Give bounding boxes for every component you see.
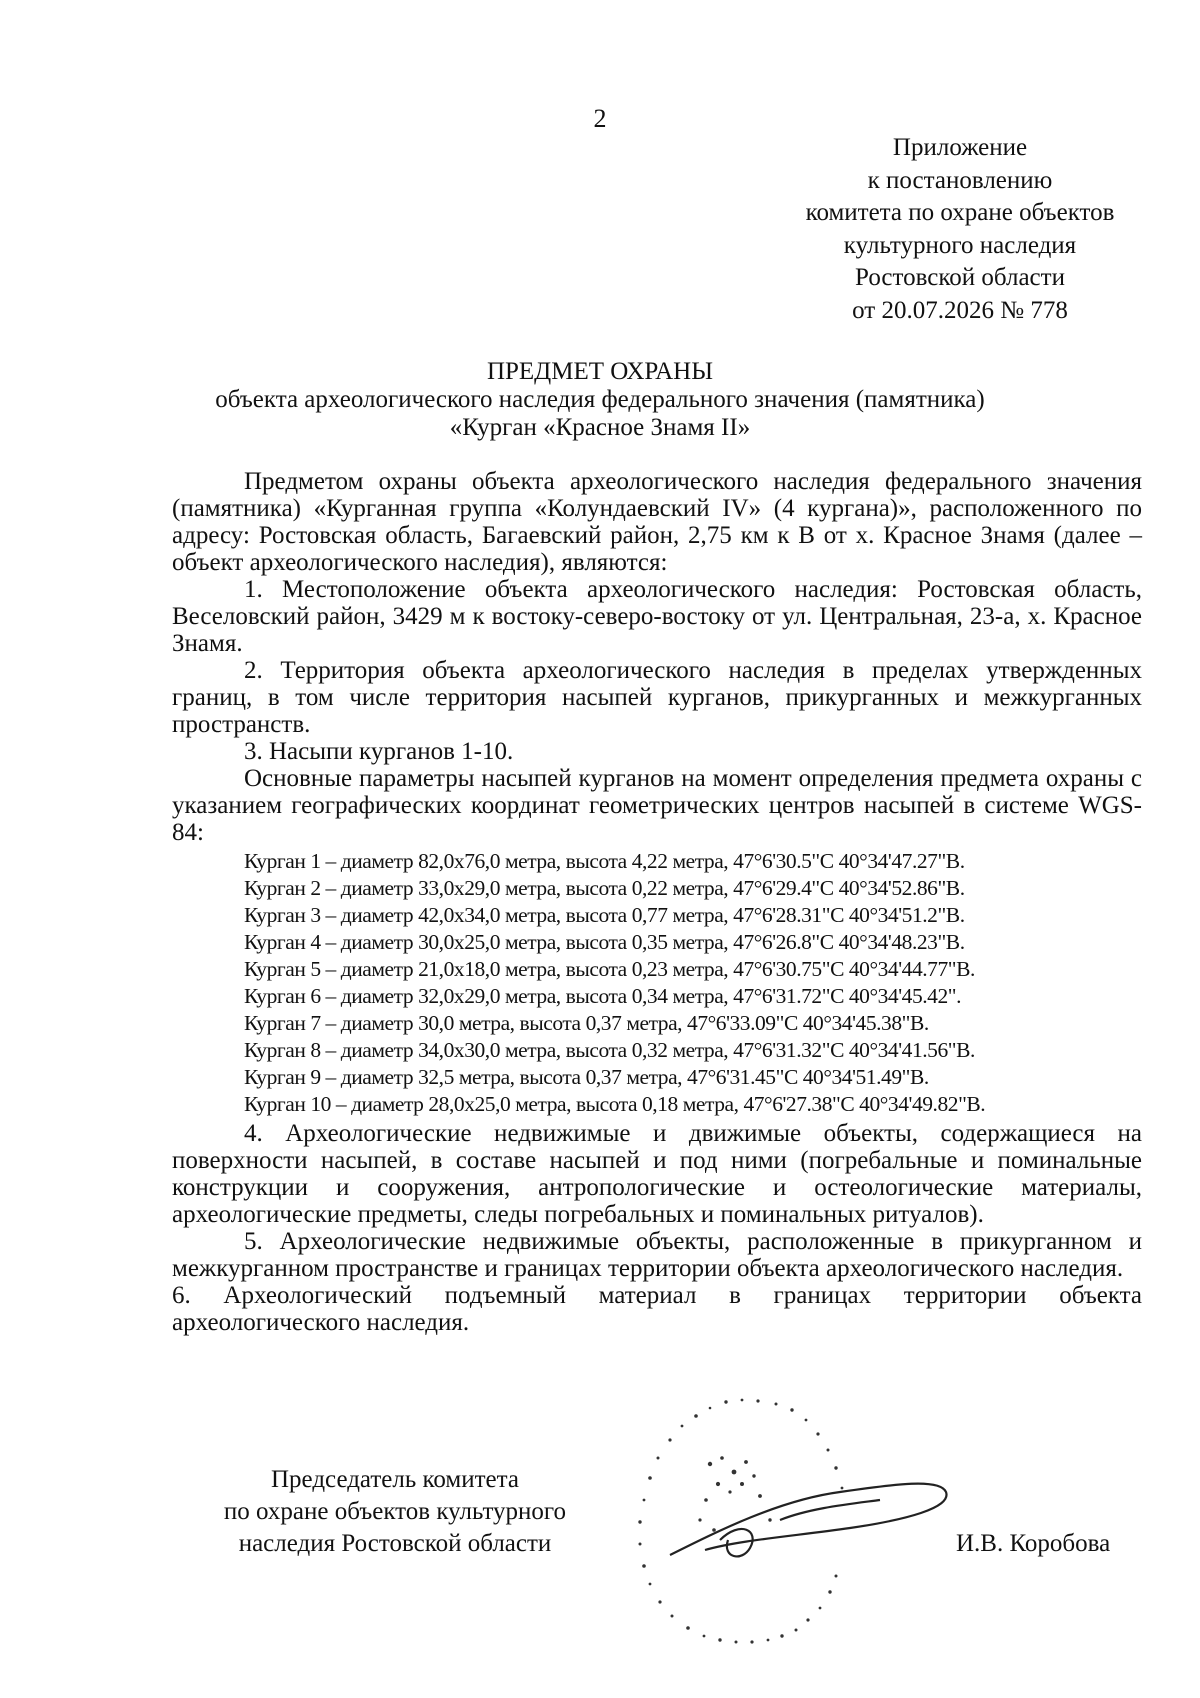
kurgan-list bbox=[244, 848, 1142, 1118]
kurgan-item: Курган 8 – диаметр 34,0х30,0 метра, высота 0,32 метра, 47°6'31.32"С 40°34'41.56"В. bbox=[244, 1038, 975, 1062]
item-3-mounds: 3. Насыпи курганов 1-10. bbox=[244, 738, 514, 765]
title-subtitle: объекта археологического наследия федерального значения (памятника) bbox=[215, 386, 985, 413]
intro-paragraph: Предметом охраны объекта археологического наследия федерального значения (памятника) «Курганная группа «Колундаевский IV» (4 кургана)», расположенного по адресу: Ростовская область, Багаевский район, 2,75 км к В от х. Красное Знамя (далее – объект археологического наследия), являются: bbox=[172, 468, 1142, 576]
kurgan-item: Курган 2 – диаметр 33,0х29,0 метра, высота 0,22 метра, 47°6'29.4"С 40°34'52.86"В. bbox=[244, 876, 965, 900]
document-title bbox=[0, 358, 1200, 442]
appendix-line: Ростовской области bbox=[855, 264, 1065, 291]
appendix-line: культурного наследия bbox=[843, 231, 1077, 259]
signatory-name: И.В. Коробова bbox=[956, 1530, 1111, 1557]
kurgan-item: Курган 4 – диаметр 30,0х25,0 метра, высота 0,35 метра, 47°6'26.8"С 40°34'48.23"В. bbox=[244, 930, 965, 954]
kurgan-item: Курган 9 – диаметр 32,5 метра, высота 0,37 метра, 47°6'31.45"С 40°34'51.49"В. bbox=[244, 1065, 929, 1089]
item-1-location: 1. Местоположение объекта археологического наследия: Ростовская область, Веселовский район, 3429 м к востоку-северо-востоку от ул. Центральная, 23-а, х. Красное Знамя. bbox=[172, 576, 1142, 657]
appendix-line: Приложение bbox=[892, 134, 1028, 161]
item-4-objects: 4. Археологические недвижимые и движимые объекты, содержащиеся на поверхности насыпей, в составе насыпей и под ними (погребальные и поминальные конструкции и сооружения, антропологические и остеологические материалы, археологические предметы, следы погребальных и поминальных ритуалов). bbox=[172, 1120, 1142, 1228]
kurgan-item: Курган 10 – диаметр 28,0х25,0 метра, высота 0,18 метра, 47°6'27.38"С 40°34'49.82"В. bbox=[244, 1092, 986, 1116]
kurgan-item: Курган 1 – диаметр 82,0х76,0 метра, высота 4,22 метра, 47°6'30.5"С 40°34'47.27"В. bbox=[244, 849, 965, 873]
appendix-date-number: от 20.07.2026 № 778 bbox=[852, 296, 1068, 324]
seal-stamp-icon bbox=[610, 1380, 970, 1650]
kurgan-item: Курган 6 – диаметр 32,0х29,0 метра, высота 0,34 метра, 47°6'31.72"С 40°34'45.42". bbox=[244, 984, 962, 1008]
signatory-position-line: Председатель комитета bbox=[271, 1466, 519, 1493]
kurgan-item: Курган 3 – диаметр 42,0х34,0 метра, высота 0,77 метра, 47°6'28.31"С 40°34'51.2"В. bbox=[244, 903, 965, 927]
signatory-position-line: наследия Ростовской области bbox=[238, 1530, 552, 1557]
title-main: ПРЕДМЕТ ОХРАНЫ bbox=[486, 358, 714, 385]
document-body bbox=[172, 468, 1142, 1336]
item-6-material: 6. Археологический подъемный материал в границах территории объекта археологического наследия. bbox=[172, 1282, 1142, 1336]
title-object-name: «Курган «Красное Знамя II» bbox=[449, 414, 751, 441]
appendix-line: комитета по охране объектов bbox=[805, 199, 1115, 226]
page-number: 2 bbox=[593, 104, 607, 133]
item-5-objects: 5. Археологические недвижимые объекты, расположенные в прикурганном и межкурганном пространстве и границах территории объекта археологического наследия. bbox=[172, 1228, 1142, 1282]
params-paragraph: Основные параметры насыпей курганов на момент определения предмета охраны с указанием географических координат геометрических центров насыпей в системе WGS-84: bbox=[172, 765, 1142, 846]
kurgan-item: Курган 5 – диаметр 21,0х18,0 метра, высота 0,23 метра, 47°6'30.75"С 40°34'44.77"В. bbox=[244, 957, 975, 981]
kurgan-item: Курган 7 – диаметр 30,0 метра, высота 0,37 метра, 47°6'33.09"С 40°34'45.38"В. bbox=[244, 1011, 929, 1035]
signatory-position-line: по охране объектов культурного bbox=[223, 1498, 567, 1525]
appendix-header bbox=[740, 132, 1180, 327]
item-2-territory: 2. Территория объекта археологического наследия в пределах утвержденных границ, в том числе территория насыпей курганов, прикурганных и межкурганных пространств. bbox=[172, 657, 1142, 738]
appendix-line: к постановлению bbox=[867, 166, 1053, 194]
signatory-position bbox=[170, 1464, 620, 1560]
